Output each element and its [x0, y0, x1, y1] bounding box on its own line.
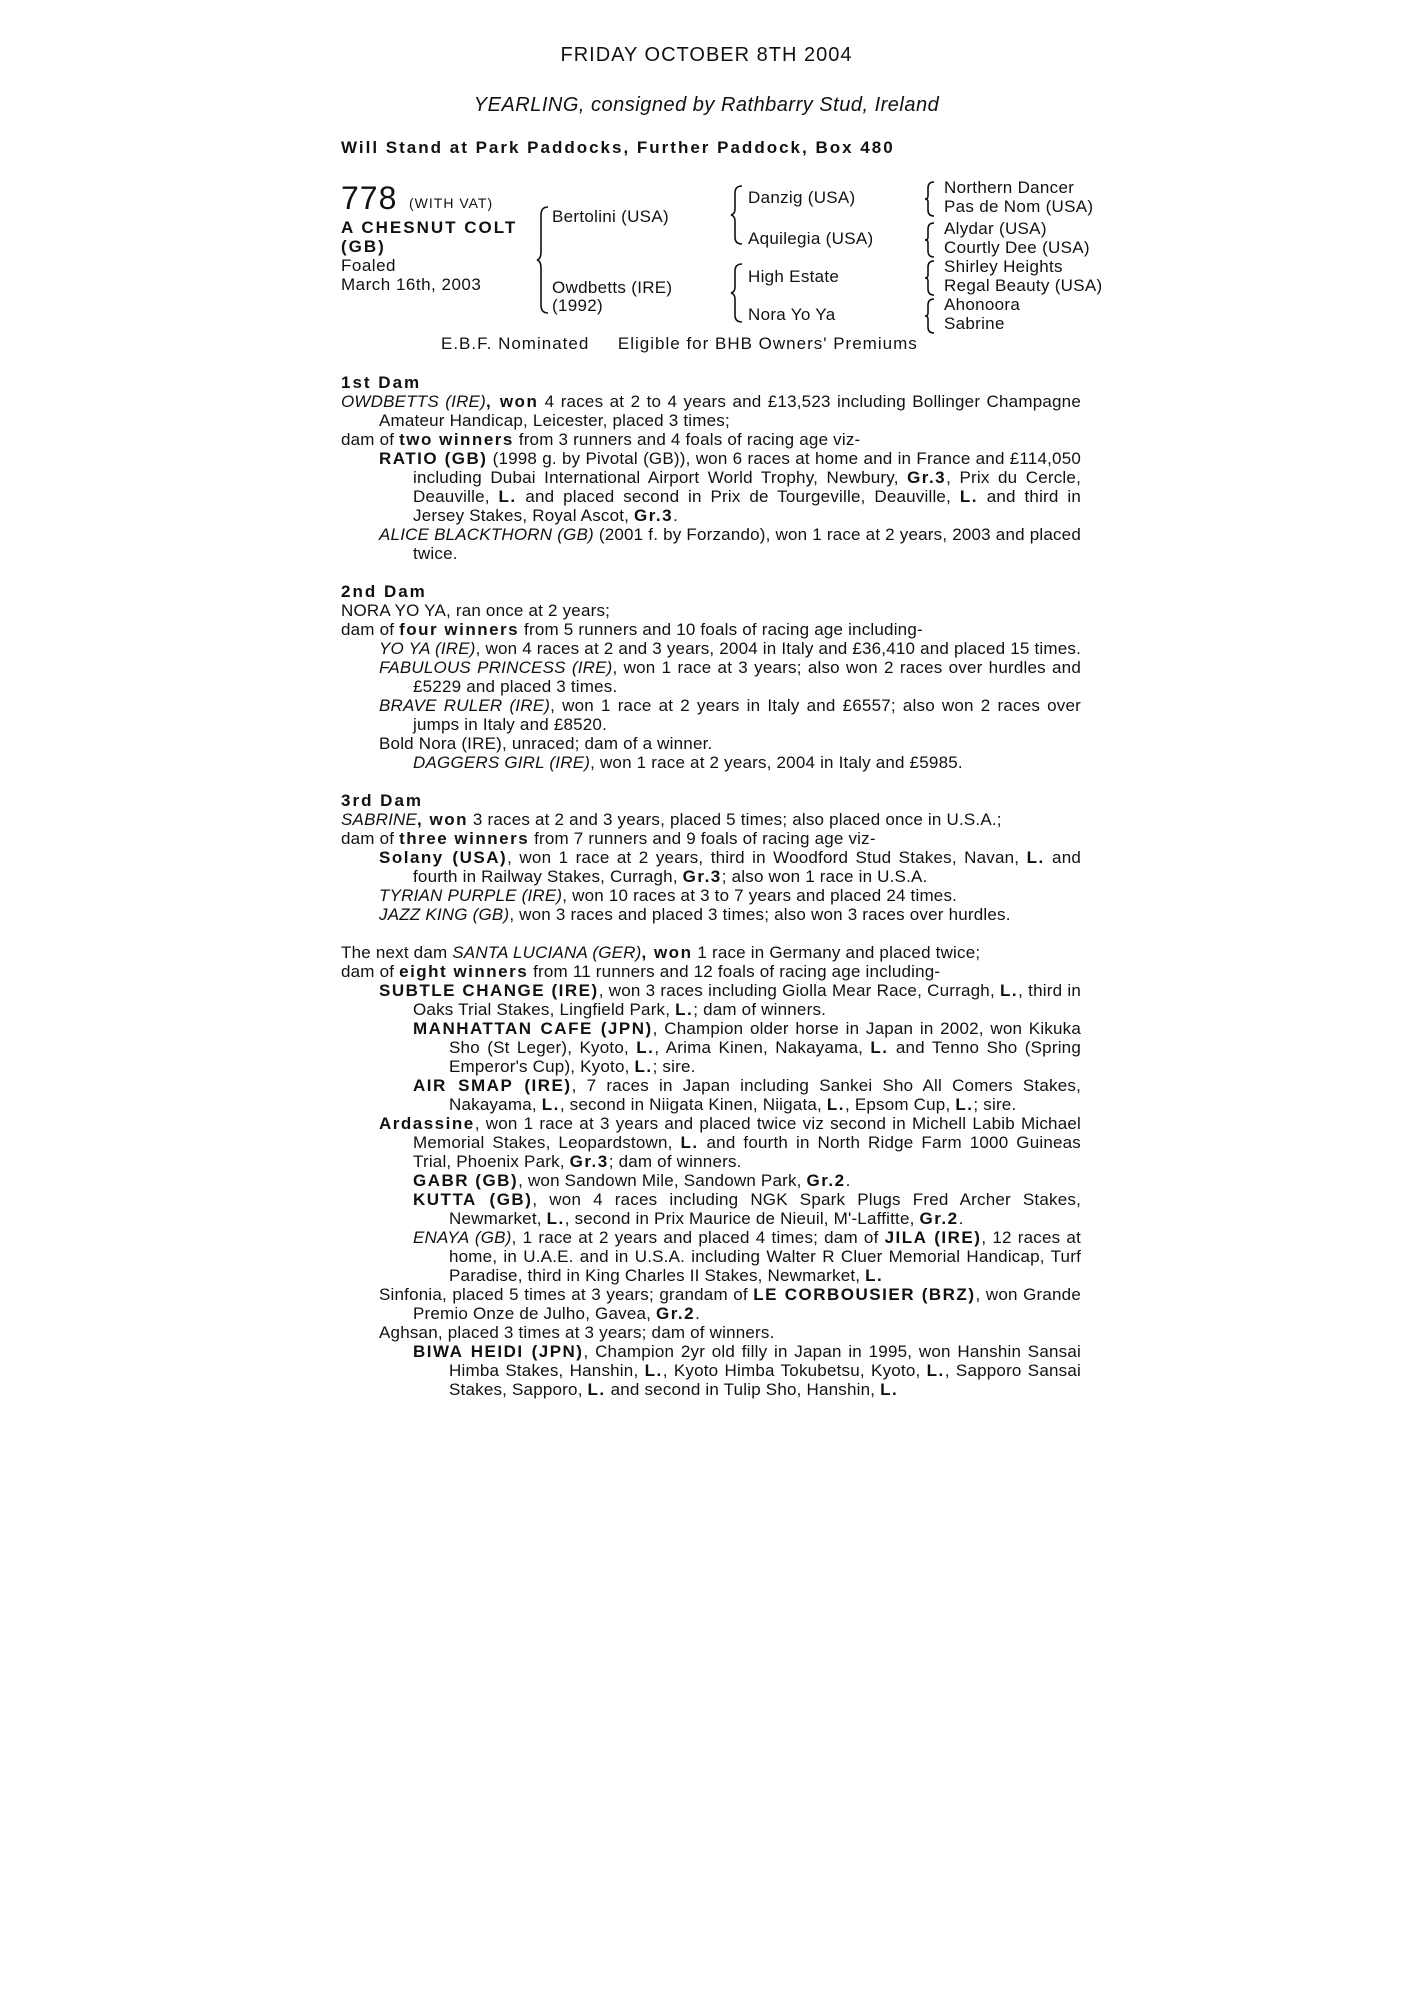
produce-fabulous [341, 658, 1081, 696]
grade: Gr.2 [655, 1304, 696, 1323]
next-dam-name: SANTA LUCIANA (GER) [452, 943, 642, 962]
third-dam-section [341, 791, 1081, 924]
horse-text: , won Grande Premio Onze de Julho, Gavea, [413, 1285, 1081, 1323]
produce-gabr [341, 1171, 1081, 1190]
grade: L. [675, 1000, 694, 1019]
lot-number: 778 [341, 180, 398, 216]
produce-tyrian [341, 886, 1081, 905]
won-label: , won [485, 392, 539, 411]
winners-count: eight winners [399, 962, 529, 981]
second-dam-section [341, 582, 1081, 772]
horse-text: , won 1 race at 3 years; also won 2 races over hurdles and £5229 and placed 3 times. [413, 658, 1081, 696]
horse-text: , won Sandown Mile, Sandown Park, [518, 1171, 807, 1190]
horse-text: , won 4 races including NGK Spark Plugs Fred Archer Stakes, Newmarket, [449, 1190, 1081, 1228]
horse-text: , Kyoto Himba Tokubetsu, Kyoto, [662, 1361, 927, 1380]
lot-description-country: (GB) [341, 237, 386, 256]
consignment-line: YEARLING, consigned by Rathbarry Stud, Ireland [473, 94, 940, 116]
produce-enaya [341, 1228, 1081, 1285]
produce-pre: dam of [341, 430, 400, 449]
won-label: , won [641, 943, 693, 962]
horse-name: YO YA (IRE) [379, 639, 476, 658]
produce-pre: dam of [341, 620, 400, 639]
second-dam-heading: 2nd Dam [341, 582, 427, 601]
horse-text: , won 3 races and placed 3 times; also won 3 races over hurdles. [509, 905, 1011, 924]
horse-text: . [958, 1209, 964, 1228]
produce-jazz [341, 905, 1081, 924]
second-dam-record: NORA YO YA, ran once at 2 years; [341, 601, 611, 620]
horse-name: BRAVE RULER (IRE) [379, 696, 551, 715]
next-dam-text: 1 race in Germany and placed twice; [692, 943, 981, 962]
grade: Gr.3 [569, 1152, 609, 1171]
horse-text: , won 4 races at 2 and 3 years, 2004 in Italy and £36,410 and placed 15 times. [475, 639, 1081, 658]
grade: L. [1026, 848, 1045, 867]
pedigree-g1: Northern Dancer [944, 178, 1075, 197]
horse-text: , Arima Kinen, Nakayama, [654, 1038, 871, 1057]
produce-ratio [341, 449, 1081, 525]
sale-date: FRIDAY OCTOBER 8TH 2004 [560, 44, 853, 66]
pedigree-bracket-g2 [924, 221, 936, 259]
horse-text: ; dam of winners. [608, 1152, 742, 1171]
horse-text: and fourth in Railway Stakes, Curragh, [413, 848, 1082, 886]
pedigree-sire: Bertolini (USA) [552, 207, 669, 226]
horse-name: MANHATTAN CAFE (JPN) [413, 1019, 653, 1038]
first-dam-text: 4 races at 2 to 4 years and £13,523 including Bollinger Champagne Amateur Handicap, Leicester, placed 3 times; [379, 392, 1081, 430]
pedigree-bracket-dam [730, 262, 744, 324]
second-dam-produce [341, 620, 1081, 639]
pedigree-dam-year: (1992) [552, 296, 603, 315]
third-dam-produce [341, 829, 1081, 848]
horse-text: , won 1 race at 2 years, 2004 in Italy and £5985. [590, 753, 963, 772]
horse-text: (1998 g. by Pivotal (GB)), won 6 races at home and in France and £114,050 including Dubai International Airport World Trophy, Newbury, [413, 449, 1082, 487]
first-dam-produce [341, 430, 1081, 449]
pedigree-notes [341, 373, 1081, 1399]
produce-kutta [341, 1190, 1081, 1228]
pedigree-bracket-g1 [924, 180, 936, 218]
produce-sinfonia [341, 1285, 1081, 1323]
horse-text: , Champion older horse in Japan in 2002, won Kikuka Sho (St Leger), Kyoto, [449, 1019, 1082, 1057]
grade: L. [1000, 981, 1019, 1000]
horse-text: , won 1 race at 2 years, third in Woodford Stud Stakes, Navan, [507, 848, 1027, 867]
pedigree-g4: Courtly Dee (USA) [944, 238, 1090, 257]
horse-name: JILA (IRE) [884, 1228, 982, 1247]
third-dam-name: SABRINE [341, 810, 418, 829]
grade: L. [541, 1095, 560, 1114]
grade: L. [634, 1057, 653, 1076]
horse-text: ; sire. [973, 1095, 1017, 1114]
horse-name: BIWA HEIDI (JPN) [413, 1342, 584, 1361]
horse-text: , 12 races at home, in U.A.E. and in U.S.A. including Walter R Cluer Memorial Handicap, Turf Paradise, third in King Charles II Stakes, Newmarket, [449, 1228, 1082, 1285]
horse-name: JAZZ KING (GB) [379, 905, 510, 924]
grade: L. [636, 1038, 655, 1057]
horse-name: ENAYA (GB) [413, 1228, 512, 1247]
next-dam-produce [341, 962, 1081, 981]
pedigree-sire-dam: Aquilegia (USA) [748, 229, 874, 248]
pedigree-dam-sire: High Estate [748, 267, 840, 286]
winners-count: four winners [399, 620, 520, 639]
produce-post: from 3 runners and 4 foals of racing age viz- [513, 430, 861, 449]
bhb-eligible: Eligible for BHB Owners' Premiums [617, 334, 918, 353]
foaled-date: March 16th, 2003 [341, 275, 482, 294]
produce-pre: dam of [341, 829, 400, 848]
horse-name: ALICE BLACKTHORN (GB) [379, 525, 594, 544]
horse-text: , Epsom Cup, [845, 1095, 956, 1114]
first-dam-heading: 1st Dam [341, 373, 422, 392]
horse-name: AIR SMAP (IRE) [413, 1076, 572, 1095]
pedigree-g8: Sabrine [944, 314, 1005, 333]
horse-name: FABULOUS PRINCESS (IRE) [379, 658, 613, 677]
winners-count: two winners [399, 430, 514, 449]
produce-post: from 5 runners and 10 foals of racing age including- [519, 620, 923, 639]
produce-air-smap [341, 1076, 1081, 1114]
grade: L. [587, 1380, 606, 1399]
pedigree-bracket-g3 [924, 259, 936, 297]
horse-text: , 7 races in Japan including Sankei Sho All Comers Stakes, Nakayama, [449, 1076, 1081, 1114]
horse-text: , Champion 2yr old filly in Japan in 1995, won Hanshin Sansai Himba Stakes, Hanshin, [449, 1342, 1081, 1380]
pedigree-dam-dam: Nora Yo Ya [748, 305, 836, 324]
horse-text: and Tenno Sho (Spring Emperor's Cup), Kyoto, [449, 1038, 1081, 1076]
produce-yoya [341, 639, 1081, 658]
foaled-label: Foaled [341, 256, 396, 275]
stand-location: Will Stand at Park Paddocks, Further Paddock, Box 480 [341, 138, 895, 157]
horse-text: and second in Tulip Sho, Hanshin, [605, 1380, 881, 1399]
winners-count: three winners [399, 829, 530, 848]
horse-name: KUTTA (GB) [413, 1190, 533, 1209]
horse-name: RATIO (GB) [379, 449, 488, 468]
horse-text: and placed second in Prix de Tourgeville, Deauville, [516, 487, 960, 506]
produce-brave [341, 696, 1081, 734]
horse-text: . [673, 506, 679, 525]
eligibility-line [441, 334, 918, 354]
horse-text: , second in Prix Maurice de Nieuil, M'-Laffitte, [564, 1209, 920, 1228]
grade: L. [546, 1209, 565, 1228]
produce-ardassine [341, 1114, 1081, 1171]
grade: L. [865, 1266, 884, 1285]
grade: L. [498, 487, 517, 506]
grade: L. [959, 487, 978, 506]
horse-text: , third in Oaks Trial Stakes, Lingfield Park, [413, 981, 1081, 1019]
horse-name: LE CORBOUSIER (BRZ) [753, 1285, 976, 1304]
third-dam-text: 3 races at 2 and 3 years, placed 5 times; also placed once in U.S.A.; [468, 810, 1002, 829]
grade: L. [826, 1095, 845, 1114]
ebf-nominated: E.B.F. Nominated [441, 334, 590, 353]
horse-text: , won 3 races including Giolla Mear Race, Curragh, [598, 981, 1000, 1000]
pedigree-g7: Ahonoora [944, 295, 1021, 314]
horse-name: Solany (USA) [379, 848, 508, 867]
lot-description: A CHESNUT COLT [341, 218, 518, 237]
produce-daggers [341, 753, 1081, 772]
horse-text: and fourth in North Ridge Farm 1000 Guineas Trial, Phoenix Park, [413, 1133, 1081, 1171]
produce-aghsan: Aghsan, placed 3 times at 3 years; dam of winners. [379, 1323, 775, 1342]
produce-bold-nora: Bold Nora (IRE), unraced; dam of a winner. [379, 734, 713, 753]
horse-name: TYRIAN PURPLE (IRE) [379, 886, 563, 905]
produce-subtle-change [341, 981, 1081, 1019]
produce-post: from 11 runners and 12 foals of racing age including- [528, 962, 941, 981]
grade: L. [955, 1095, 974, 1114]
first-dam-record [341, 392, 1081, 430]
horse-name: Ardassine [379, 1114, 475, 1133]
first-dam-section [341, 373, 1081, 563]
horse-text: and third in Jersey Stakes, Royal Ascot, [413, 487, 1081, 525]
horse-text: . [695, 1304, 701, 1323]
grade: Gr.3 [907, 468, 947, 487]
horse-text: ; also won 1 race in U.S.A. [721, 867, 928, 886]
produce-biwa-heidi [341, 1342, 1081, 1399]
horse-name: GABR (GB) [413, 1171, 519, 1190]
horse-text: , won 1 race at 2 years in Italy and £6557; also won 2 races over jumps in Italy and £8520. [413, 696, 1081, 734]
produce-manhattan-cafe [341, 1019, 1081, 1076]
won-label: , won [417, 810, 468, 829]
pedigree-g3: Alydar (USA) [944, 219, 1047, 238]
produce-pre: dam of [341, 962, 400, 981]
grade: Gr.2 [919, 1209, 959, 1228]
horse-text: , won 10 races at 3 to 7 years and placed 24 times. [562, 886, 958, 905]
pedigree-g6: Regal Beauty (USA) [944, 276, 1103, 295]
horse-text: , 1 race at 2 years and placed 4 times; dam of [511, 1228, 885, 1247]
lot-vat: (WITH VAT) [409, 195, 494, 211]
grade: L. [926, 1361, 945, 1380]
produce-post: from 7 runners and 9 foals of racing age viz- [529, 829, 876, 848]
grade: L. [680, 1133, 699, 1152]
horse-name: DAGGERS GIRL (IRE) [413, 753, 591, 772]
horse-text: , Prix du Cercle, Deauville, [413, 468, 1081, 506]
third-dam-heading: 3rd Dam [341, 791, 424, 810]
horse-text: . [845, 1171, 851, 1190]
pedigree-dam: Owdbetts (IRE) [552, 278, 673, 297]
grade: Gr.2 [806, 1171, 846, 1190]
pedigree-bracket-main [536, 205, 550, 315]
produce-alice [341, 525, 1081, 563]
horse-text: (2001 f. by Forzando), won 1 race at 2 years, 2003 and placed twice. [413, 525, 1081, 563]
next-dam-section [341, 943, 1081, 1399]
horse-text: , won 1 race at 3 years and placed twice viz second in Michell Labib Michael Memorial Stakes, Leopardstown, [413, 1114, 1081, 1152]
grade: L. [644, 1361, 663, 1380]
horse-name: SUBTLE CHANGE (IRE) [379, 981, 599, 1000]
next-dam-record [341, 943, 1081, 962]
pedigree-g5: Shirley Heights [944, 257, 1063, 276]
pedigree-g2: Pas de Nom (USA) [944, 197, 1094, 216]
horse-text: ; sire. [652, 1057, 696, 1076]
horse-text: , second in Niigata Kinen, Niigata, [559, 1095, 827, 1114]
horse-text: ; dam of winners. [693, 1000, 827, 1019]
grade: L. [870, 1038, 889, 1057]
grade: Gr.3 [682, 867, 722, 886]
pedigree-bracket-g4 [924, 297, 936, 335]
pedigree-sire-sire: Danzig (USA) [748, 188, 856, 207]
horse-text: Sinfonia, placed 5 times at 3 years; grandam of [379, 1285, 754, 1304]
produce-solany [341, 848, 1081, 886]
grade: L. [880, 1380, 899, 1399]
third-dam-record [341, 810, 1081, 829]
pedigree-bracket-sire [730, 184, 744, 246]
horse-text: , Sapporo Sansai Stakes, Sapporo, [449, 1361, 1081, 1399]
next-dam-pre: The next dam [341, 943, 453, 962]
grade: Gr.3 [634, 506, 674, 525]
first-dam-name: OWDBETTS (IRE) [341, 392, 486, 411]
